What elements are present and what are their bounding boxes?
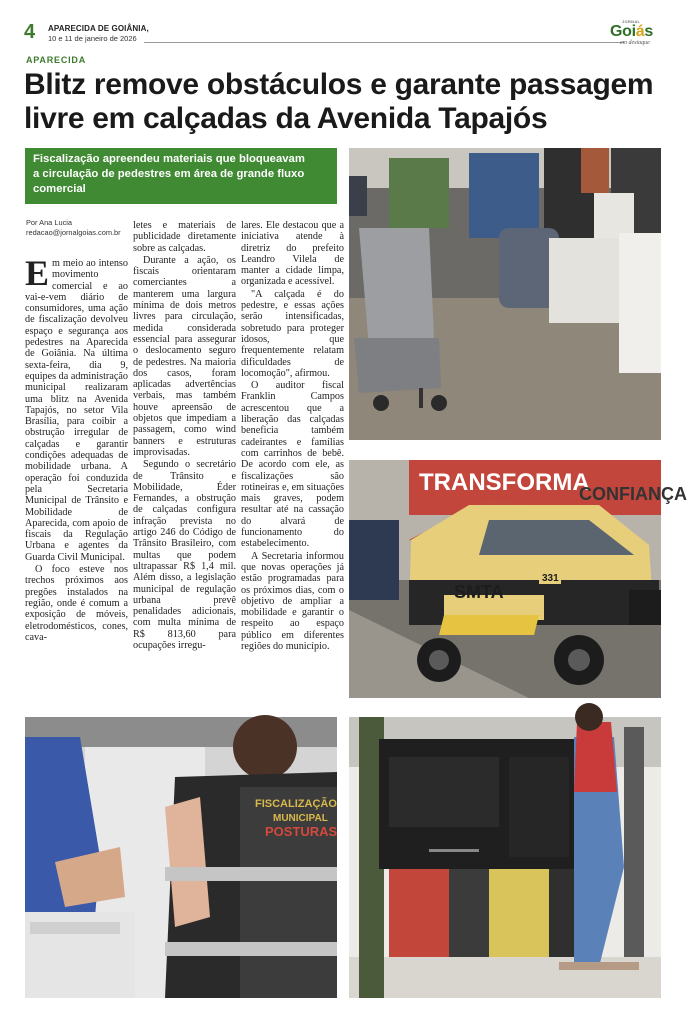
photo-smta-vehicle: [349, 460, 687, 698]
store-sign-text: TRANSFORMA: [419, 469, 590, 496]
byline: [26, 218, 121, 238]
store-sign-text-2: CONFIANÇA: [579, 484, 687, 504]
article-column-3: lares. Ele destacou que a iniciativa atende à diretriz do prefeito Leandro Vilela de manter a cidade limpa, organizada e acessível. "A calçada é do pedestre, e essas ações serão intensificadas, sobretudo para proteger idosos, que frequentemente relatam dificuldades de locomoção", afirmou. O auditor fiscal Franklin Campos acrescentou que a liberação das calçadas beneficia também cadeirantes e famílias com carrinhos de bebê. De acordo com ele, as fiscalizações são rotineiras e, em situações mais graves, podem resultar até na cassação do alvará de funcionamento do estabelecimento. A Secretaria informou que novas operações já estão programadas para os próximos dias, com o objetivo de ampliar a mobilidade e garantir o respeito ao espaço público em diferentes regiões do município.: [241, 220, 344, 652]
vehicle-number: 331: [542, 573, 559, 584]
article-column-1: Em meio ao intenso movimento comercial e ao vai-e-vem diário de consumidores, uma ação de fiscalização devolveu espaço e segurança aos pedestres na Aparecida de Goiânia. Na última sexta-feira, dia 9, equipes da administração municipal realizaram uma blitz na Avenida Tapajós, no setor Vila Brasília, para coibir a obstrução irregular de calçadas e garantir condições adequadas de mobilidade urbana. A operação foi conduzida pela Secretaria Municipal de Trânsito e Mobilidade de Aparecida, com apoio de fiscais da Regulação Urbana e agentes da Guarda Civil Municipal. O foco esteve nos trechos próximos aos pregões instalados na região, onde é comum a exposição de móveis, eletrodomésticos, cones, cava-: [25, 253, 128, 643]
subheadline-box: Fiscalização apreendeu materiais que bloqueavam a circulação de pedestres em área de grande fluxo comercial: [25, 148, 337, 204]
vest-text-3: POSTURAS: [265, 824, 338, 839]
newspaper-logo[interactable]: [608, 19, 668, 48]
logo-top-text: JORNAL: [622, 19, 641, 24]
article-column-2: letes e materiais de publicidade diretamente sobre as calçadas. Durante a ação, os fiscais orientaram comerciantes a manterem uma largura mínima de dois metros livres para circulação, medida considerada essencial para assegurar o deslocamento seguro de pedestres. Na maioria dos casos, foram aplicadas advertências verbais, mas também houve apreensão de objetos que impediam a passagem, como wind banners e estruturas improvisadas. Segundo o secretário de Trânsito e Mobilidade, Éder Fernandes, a obstrução de calçadas configura infração prevista no artigo 246 do Código de Trânsito Brasileiro, com multas que podem ultrapassar R$ 1,4 mil. Além disso, a legislação municipal de regulação urbana prevê penalidades adicionais, com multa mínima de R$ 813,60 para ocupações irregu-: [133, 220, 236, 651]
author-email[interactable]: redacao@jornalgoias.com.br: [26, 228, 121, 237]
header-city: APARECIDA DE GOIÂNIA,: [48, 24, 149, 33]
logo-wordmark: Goiás: [610, 23, 653, 40]
headline: Blitz remove obstáculos e garante passagem livre em calçadas da Avenida Tapajós: [24, 68, 654, 135]
photo-inspector-vest: [25, 717, 337, 998]
page-number: 4: [24, 21, 36, 43]
dropcap: E: [25, 253, 50, 293]
author: Por Ana Lucia: [26, 218, 73, 227]
vehicle-label: SMTA: [454, 582, 504, 602]
header-date: 10 e 11 de janeiro de 2026: [48, 34, 137, 43]
header-rule: [144, 42, 624, 43]
logo-tagline: em destaque: [620, 40, 650, 46]
page-header: [24, 19, 664, 46]
section-label: APARECIDA: [26, 55, 87, 65]
vest-text-2: MUNICIPAL: [273, 813, 328, 824]
photo-sidewalk-furniture: [349, 148, 661, 440]
photo-agents-carrying-cabinet: [349, 717, 661, 998]
vest-text-1: FISCALIZAÇÃO: [255, 798, 337, 810]
